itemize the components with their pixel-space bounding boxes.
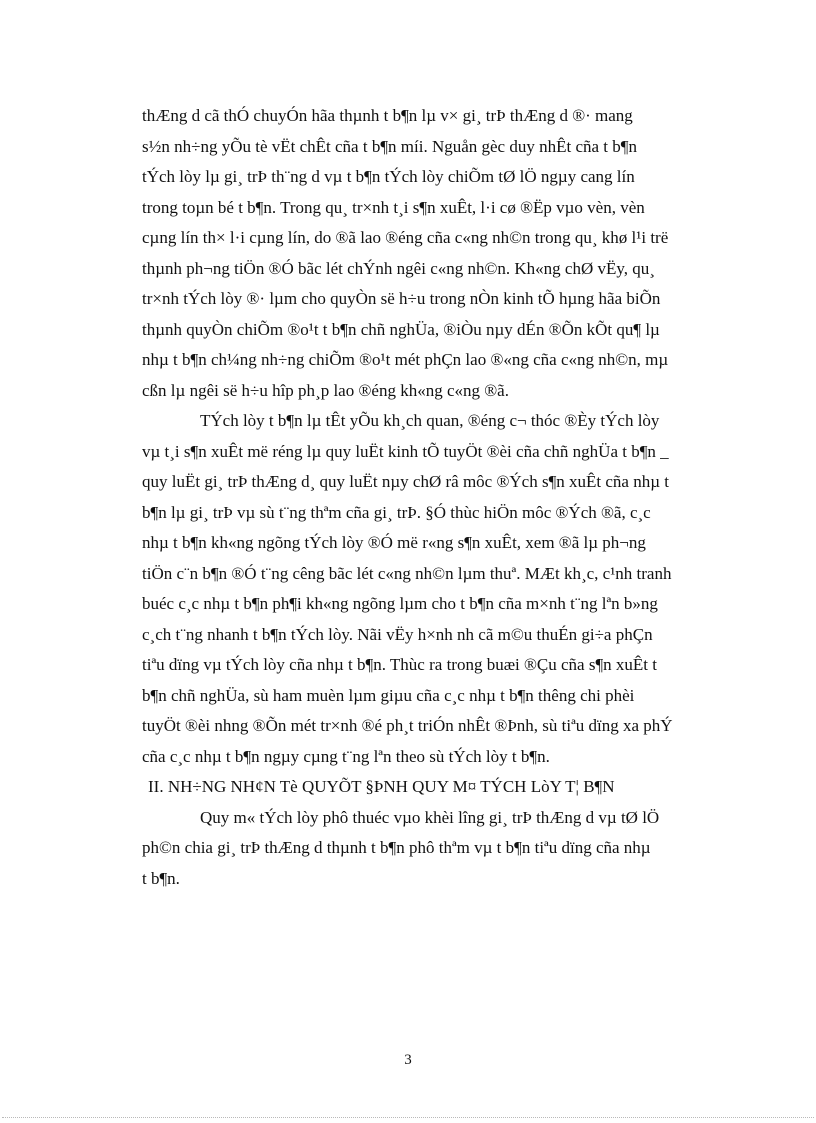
text-line: quy luËt gi¸ trÞ thÆng d¸ quy luËt nµy chØ râ môc ®Ých s¶n xuÊt cña nhµ t [142,472,669,491]
text-line: b¶n lµ gi¸ trÞ vµ sù t¨ng thªm cña gi¸ trÞ. §Ó thùc hiÖn môc ®Ých ®ã, c¸c [142,502,651,522]
text-line: tiÖn c¨n b¶n ®Ó t¨ng cêng bãc lét c«ng nh©n lµm thuª. MÆt kh¸c, c¹nh tranh [142,563,672,583]
text-line: cµng lín th× l·i cµng lín, do ®ã lao ®éng cña c«ng nh©n trong qu¸ khø l¹i trë [142,228,669,247]
text-line: thµnh quyÒn chiÕm ®o¹t t b¶n chñ nghÜa, ®iÒu nµy dÉn ®Õn kÕt qu¶ lµ [142,319,660,339]
text-line: t b¶n. [142,868,180,888]
text-line: tr×nh tÝch lòy ®· lµm cho quyÒn së h÷u trong nÒn kinh tÕ hµng hãa biÕn [142,289,661,308]
text-line: nhµ t b¶n ch¼ng nh÷ng chiÕm ®o¹t mét phÇn lao ®«ng cña c«ng nh©n, mµ [142,350,669,369]
text-line: cßn lµ ngêi së h÷u hîp ph¸p lao ®éng kh«ng c«ng ®ã. [142,380,509,400]
page-bottom-rule [2,1117,814,1118]
text-line: trong toµn bé t b¶n. Trong qu¸ tr×nh t¸i s¶n xuÊt, l·i cø ®Ëp vµo vèn, vèn [142,197,645,217]
text-line: buéc c¸c nhµ t b¶n ph¶i kh«ng ngõng lµm cho t b¶n cña m×nh t¨ng lªn b»ng [142,594,658,613]
text-line: ph©n chia gi¸ trÞ thÆng d thµnh t b¶n phô thªm vµ t b¶n tiªu dïng cña nhµ [142,838,651,857]
text-line: thµnh ph¬ng tiÖn ®Ó bãc lét chÝnh ngêi c«ng nh©n. Kh«ng chØ vËy, qu¸ [142,258,655,278]
text-line: cña c¸c nhµ t b¶n ngµy cµng t¨ng lªn theo sù tÝch lòy t b¶n. [142,746,550,766]
text-line: vµ t¸i s¶n xuÊt më réng lµ quy luËt kinh tÕ tuyÖt ®èi cña chñ nghÜa t b¶n _ [142,441,669,461]
page-number: 3 [404,1052,412,1068]
text-line: b¶n chñ nghÜa, sù ham muèn lµm giµu cña c¸c nhµ t b¶n thêng chi phèi [142,685,635,705]
text-line: tuyÖt ®èi nhng ®Õn mét tr×nh ®é ph¸t triÓn nhÊt ®Þnh, sù tiªu dïng xa phÝ [142,716,673,735]
text-line: tiªu dïng vµ tÝch lòy cña nhµ t b¶n. Thùc ra trong buæi ®Çu cña s¶n xuÊt t [142,655,658,674]
text-line: c¸ch t¨ng nhanh t b¶n tÝch lòy. Nãi vËy h×nh nh cã m©u thuÉn gi÷a phÇn [142,624,653,644]
text-line: thÆng d cã thÓ chuyÓn hãa thµnh t b¶n lµ v× gi¸ trÞ thÆng d ®· mang [142,106,633,125]
paragraph-start-line: TÝch lòy t b¶n lµ tÊt yÕu kh¸ch quan, ®éng c¬ thóc ®Èy tÝch lòy [200,411,660,430]
body-text [142,101,742,894]
text-line: nhµ t b¶n kh«ng ngõng tÝch lòy ®Ó më r«ng s¶n xuÊt, xem ®ã lµ ph¬ng [142,533,646,552]
text-line: tÝch lòy lµ gi¸ trÞ th¨ng d vµ t b¶n tÝch lòy chiÕm tØ lÖ ngµy cang lín [142,167,635,186]
section-heading: II. NH÷NG NH¢N Tè QUYÕT §ÞNH QUY M¤ TÝCH LòY T¦ B¶N [148,777,615,796]
text-line: s½n nh÷ng yÕu tè vËt chÊt cña t b¶n míi. Nguån gèc duy nhÊt cña t b¶n [142,136,637,156]
paragraph-start-line: Quy m« tÝch lòy phô thuéc vµo khèi lîng gi¸ trÞ thÆng d vµ tØ lÖ [200,807,660,827]
